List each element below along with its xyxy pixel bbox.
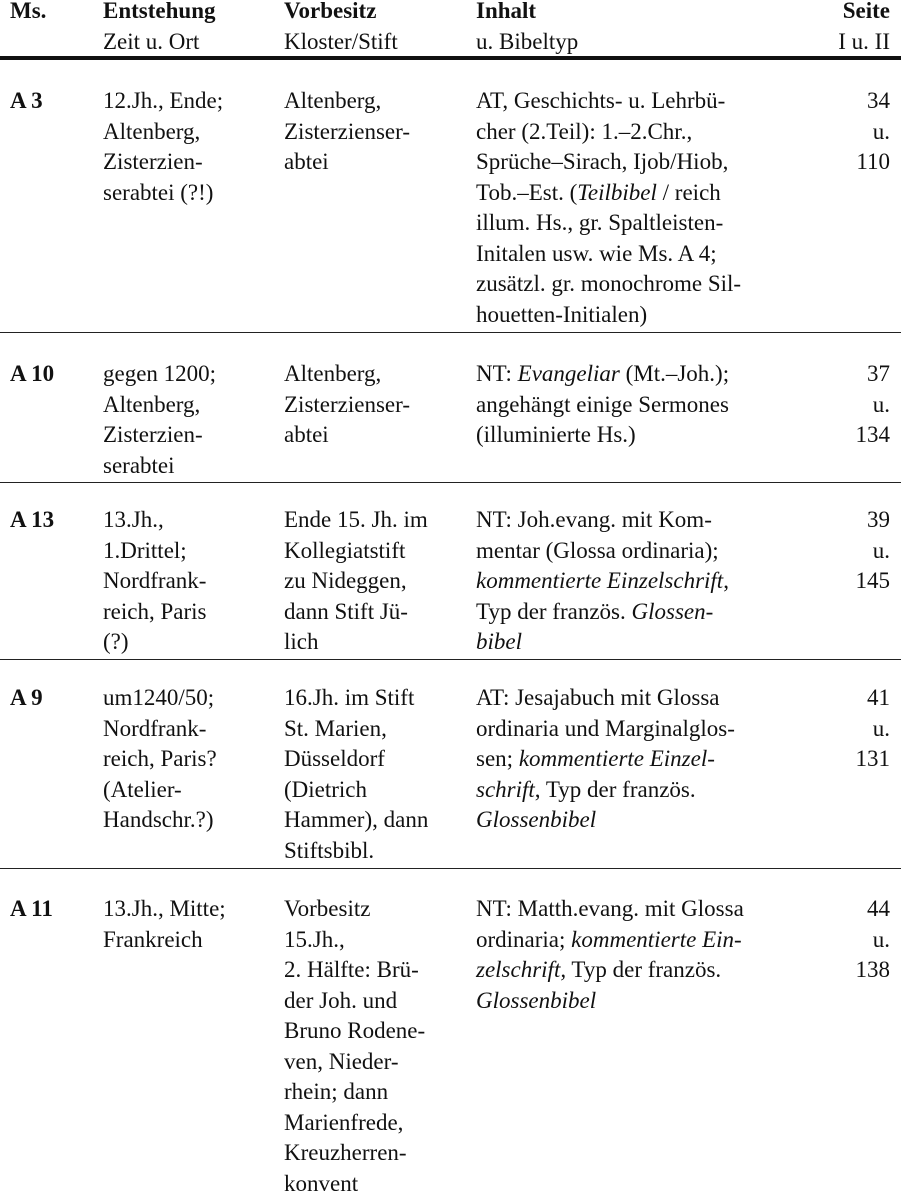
inhalt-line [476,147,806,178]
vorbesitz-line: konvent [284,1170,359,1196]
entstehung-line: 13.Jh., Mitte; [103,896,226,921]
inhalt-cell [476,683,806,836]
inhalt-text: angehängt einige Sermones [476,391,729,417]
ms-cell [10,894,95,925]
entstehung-line: 12.Jh., Ende; [103,88,224,113]
seite-line: u. [872,715,890,741]
inhalt-line [476,505,806,536]
table-header [0,0,901,56]
row-divider [0,482,901,483]
inhalt-line [476,597,806,628]
inhalt-italic-text: Teilbibel [577,179,657,205]
vorbesitz-line: abtei [284,422,329,447]
ms-number: A 11 [10,896,53,921]
vorbesitz-cell [284,359,469,451]
ms-cell [10,683,95,714]
seite-line: 145 [855,568,890,593]
header-vorbesitz-sub: Kloster/Stift [284,28,398,54]
inhalt-cell [476,505,806,658]
seite-line: 110 [856,149,890,174]
entstehung-line: Handschr.?) [103,807,214,832]
inhalt-italic-text: kommentierte Ein- [571,926,742,952]
inhalt-line [476,744,806,775]
inhalt-line [476,925,806,956]
inhalt-italic-text: schrift [476,776,535,802]
inhalt-text: Typ der französ. [476,598,632,624]
inhalt-italic-text: zelschrift, [476,957,567,982]
seite-line: u. [872,391,890,417]
seite-line: 39 [867,507,890,532]
entstehung-cell [103,86,273,208]
ms-cell [10,86,95,117]
inhalt-italic-text: kommentierte Einzelschrift [476,568,724,593]
inhalt-text: (Mt.–Joh.); [619,361,730,386]
vorbesitz-line: Bruno Rodene- [284,1018,426,1043]
inhalt-line [476,178,806,209]
inhalt-line [476,714,806,745]
inhalt-text: sen; [476,746,519,771]
inhalt-text: AT: Jesajabuch mit Glossa [476,685,720,710]
inhalt-text: Initalen usw. wie Ms. A 4; [476,240,717,266]
vorbesitz-line: Marienfrede, [284,1109,404,1135]
inhalt-cell [476,894,806,1016]
entstehung-line: 1.Drittel; [103,537,187,563]
vorbesitz-cell [284,86,469,178]
vorbesitz-line: Stiftsbibl. [284,837,375,863]
inhalt-line [476,117,806,148]
entstehung-line: (?) [103,629,129,654]
vorbesitz-line: Altenberg, [284,88,382,113]
inhalt-line [476,627,806,658]
seite-line: u. [872,537,890,563]
seite-line: 134 [855,422,890,447]
vorbesitz-line: St. Marien, [284,715,387,741]
inhalt-italic-text: Glossenbibel [476,987,597,1013]
vorbesitz-line: Ende 15. Jh. im [284,507,428,532]
entstehung-line: reich, Paris [103,598,207,624]
vorbesitz-line: lich [284,629,319,654]
inhalt-line [476,208,806,239]
vorbesitz-line: 15.Jh., [284,926,345,952]
seite-cell [800,86,890,178]
inhalt-text: , Typ der französ. [534,776,696,802]
header-seite [800,0,890,57]
header-rule [0,56,901,60]
entstehung-line: Nordfrank- [103,715,207,741]
ms-number: A 3 [10,88,43,113]
inhalt-text: zusätzl. gr. monochrome Sil- [476,271,742,296]
inhalt-line [476,390,806,421]
inhalt-text: illum. Hs., gr. Spaltleisten- [476,210,724,235]
seite-line: 34 [867,88,890,113]
entstehung-cell [103,894,273,955]
entstehung-cell [103,683,273,836]
ms-cell [10,359,95,390]
inhalt-text: cher (2.Teil): 1.–2.Chr., [476,118,693,144]
inhalt-text: NT: [476,361,518,386]
inhalt-text: NT: Joh.evang. mit Kom- [476,507,712,532]
header-seite-title: Seite [842,0,890,23]
header-ms-title: Ms. [10,0,47,23]
row-divider [0,868,901,869]
seite-cell [800,505,890,597]
vorbesitz-cell [284,505,469,658]
entstehung-line: Frankreich [103,926,203,952]
inhalt-italic-text: kommentierte Einzel- [518,746,715,771]
ms-number: A 10 [10,361,55,386]
inhalt-text: Sprüche–Sirach, Ijob/Hiob, [476,149,729,174]
header-inhalt-title: Inhalt [476,0,537,23]
inhalt-line [476,359,806,390]
vorbesitz-line: abtei [284,149,329,174]
seite-line: u. [872,118,890,144]
seite-line: u. [872,926,890,952]
inhalt-text: ordinaria; [476,926,572,952]
entstehung-line: Altenberg, [103,391,201,417]
inhalt-italic-text: bibel [476,629,522,654]
entstehung-line: Zisterzien- [103,422,203,447]
inhalt-italic-text: Evangeliar [517,361,620,386]
vorbesitz-line: Kollegiatstift [284,537,406,563]
inhalt-line [476,536,806,567]
inhalt-italic-text: Glossen- [631,598,714,624]
ms-number: A 13 [10,507,55,532]
entstehung-line: 13.Jh., [103,507,164,532]
header-inhalt [476,0,806,57]
entstehung-line: (Atelier- [103,776,182,802]
inhalt-line [476,239,806,270]
inhalt-line [476,566,806,597]
vorbesitz-line: Zisterzienser- [284,118,410,144]
header-vorbesitz-title: Vorbesitz [284,0,377,23]
entstehung-line: gegen 1200; [103,361,217,386]
inhalt-text: houetten-Initialen) [476,301,648,327]
seite-line: 131 [855,746,890,771]
inhalt-line [476,986,806,1017]
vorbesitz-line: der Joh. und [284,987,398,1013]
seite-line: 138 [855,957,890,982]
inhalt-line [476,683,806,714]
inhalt-text: Tob.–Est. ( [476,179,578,205]
seite-line: 41 [867,685,890,710]
inhalt-line [476,86,806,117]
vorbesitz-line: ven, Nieder- [284,1048,399,1074]
vorbesitz-cell [284,683,469,866]
row-divider [0,659,901,660]
entstehung-cell [103,505,273,658]
inhalt-text: AT, Geschichts- u. Lehrbü- [476,88,726,113]
inhalt-line [476,420,806,451]
inhalt-text: mentar (Glossa ordinaria); [476,537,719,563]
seite-cell [800,683,890,775]
entstehung-line: reich, Paris? [103,746,217,771]
vorbesitz-line: dann Stift Jü- [284,598,408,624]
header-entstehung-sub: Zeit u. Ort [103,28,200,54]
inhalt-italic-text: Glossenbibel [476,807,597,832]
vorbesitz-line: Vorbesitz [284,896,371,921]
header-entstehung-title: Entstehung [103,0,216,23]
entstehung-line: Zisterzien- [103,149,203,174]
inhalt-line [476,805,806,836]
inhalt-line [476,775,806,806]
entstehung-line: serabtei (?!) [103,179,214,205]
inhalt-line [476,955,806,986]
header-seite-sub: I u. II [838,28,890,54]
inhalt-text: NT: Matth.evang. mit Glossa [476,896,744,921]
vorbesitz-line: Hammer), dann [284,807,429,832]
ms-cell [10,505,95,536]
entstehung-line: serabtei [103,452,175,478]
header-entstehung [103,0,273,57]
inhalt-text: ordinaria und Marginalglos- [476,715,735,741]
vorbesitz-line: Zisterzienser- [284,391,410,417]
inhalt-text: Typ der französ. [566,957,722,982]
ms-number: A 9 [10,685,43,710]
vorbesitz-line: 16.Jh. im Stift [284,685,415,710]
entstehung-line: Nordfrank- [103,568,207,593]
vorbesitz-line: rhein; dann [284,1079,389,1104]
row-divider [0,332,901,333]
header-ms [10,0,95,27]
vorbesitz-line: (Dietrich [284,776,368,802]
vorbesitz-line: Altenberg, [284,361,382,386]
inhalt-line [476,269,806,300]
seite-cell [800,894,890,986]
entstehung-line: Altenberg, [103,118,201,144]
entstehung-cell [103,359,273,481]
vorbesitz-line: Kreuzherren- [284,1140,407,1165]
inhalt-text: , [723,568,729,593]
entstehung-line: um1240/50; [103,685,215,710]
inhalt-cell [476,359,806,451]
inhalt-line [476,894,806,925]
seite-line: 44 [867,896,890,921]
vorbesitz-line: Düsseldorf [284,746,385,771]
vorbesitz-cell [284,894,469,1199]
header-vorbesitz [284,0,469,57]
vorbesitz-line: 2. Hälfte: Brü- [284,957,419,982]
header-inhalt-sub: u. Bibeltyp [476,28,579,54]
vorbesitz-line: zu Nideggen, [284,568,407,593]
inhalt-line [476,300,806,331]
inhalt-text: (illuminierte Hs.) [476,422,636,447]
seite-line: 37 [867,361,890,386]
inhalt-cell [476,86,806,330]
inhalt-text: / reich [656,179,721,205]
seite-cell [800,359,890,451]
